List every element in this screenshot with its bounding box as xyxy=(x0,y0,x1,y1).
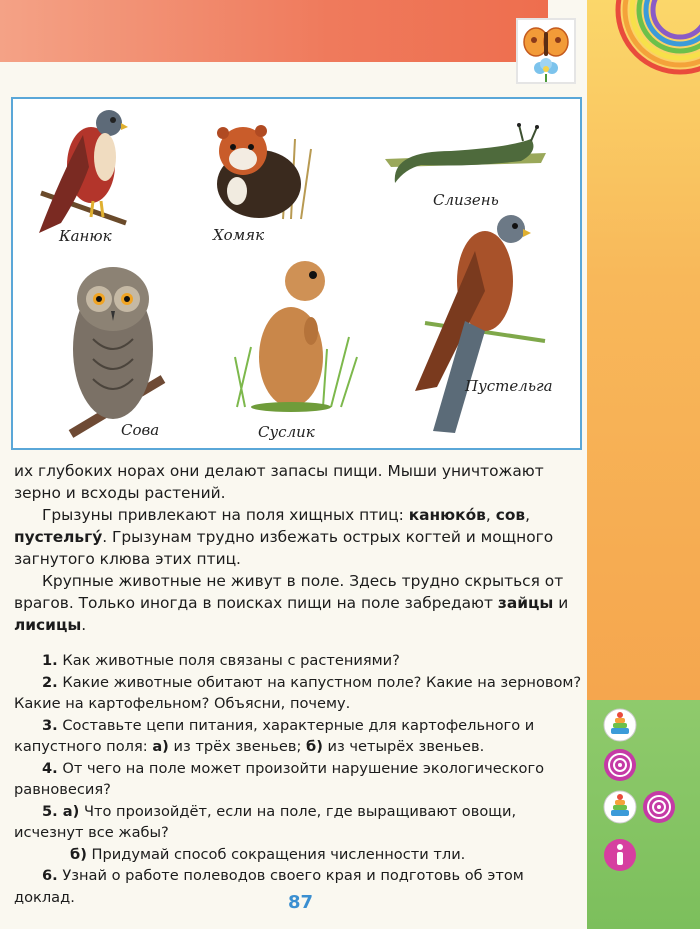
butterfly-icon-box xyxy=(516,18,576,84)
option-b: б) xyxy=(70,845,87,863)
question-5a xyxy=(14,801,584,844)
caption-hamster: Хомяк xyxy=(213,226,265,244)
term-owls: сов xyxy=(495,506,526,524)
question-1-text: Как животные поля связаны с растениями? xyxy=(57,652,400,669)
paragraph-3-mid: и xyxy=(553,594,569,612)
hamster-image xyxy=(203,119,323,224)
ground-squirrel-image xyxy=(231,257,361,413)
question-2-text: Какие животные обитают на капустном поле? Какие на зерновом? Какие на картофельном? Объясни, почему. xyxy=(14,673,582,712)
paragraph-2 xyxy=(14,504,584,570)
page-number: 87 xyxy=(288,892,314,913)
question-number: 3. xyxy=(42,716,58,734)
paragraph-2-end: . Грызунам трудно избежать острых когтей и мощного загнутого клюва этих птиц. xyxy=(14,528,554,568)
caption-ground-squirrel: Суслик xyxy=(258,423,315,441)
term-kestrel: пустельгу́ xyxy=(14,528,103,546)
question-3 xyxy=(14,715,584,758)
question-number: 4. xyxy=(42,759,58,777)
slug-image xyxy=(381,121,551,191)
question-3-text: Составьте цепи питания, характерные для картофельного и капустного поля: xyxy=(14,716,535,755)
paragraph-1 xyxy=(14,460,584,504)
buzzard-image xyxy=(31,105,141,240)
rainbow-decoration xyxy=(610,0,700,90)
question-4-text: От чего на поле может произойти нарушение экологического равновесия? xyxy=(14,759,545,798)
question-number: 5. xyxy=(42,802,58,820)
pyramid-toy-icon xyxy=(603,790,637,824)
option-b: б) xyxy=(306,738,323,755)
body-text xyxy=(14,460,584,636)
separator: , xyxy=(525,506,531,524)
option-a: а) xyxy=(57,802,80,820)
info-icon xyxy=(603,838,637,872)
term-hares: зайцы xyxy=(497,594,554,612)
question-5b-text: Придумай способ сокращения численности тли. xyxy=(86,845,466,863)
header-banner xyxy=(0,0,548,62)
question-number: 2. xyxy=(42,673,58,691)
term-buzzards: канюко́в xyxy=(408,506,486,524)
separator: , xyxy=(485,506,496,524)
paragraph-3 xyxy=(14,570,584,636)
question-3-end: из четырёх звеньев. xyxy=(322,738,485,755)
spiral-icon xyxy=(642,790,676,824)
owl-image xyxy=(63,259,173,444)
question-number: 6. xyxy=(42,867,58,884)
caption-buzzard: Канюк xyxy=(59,227,112,245)
question-5a-text: Что произойдёт, если на поле, где выращивают овощи, исчезнут все жабы? xyxy=(14,802,517,841)
term-foxes: лисицы xyxy=(14,616,82,634)
question-5b xyxy=(14,844,584,866)
caption-owl: Сова xyxy=(121,421,160,439)
pyramid-toy-icon xyxy=(603,708,637,742)
side-margin-orange xyxy=(587,0,700,700)
question-number: 1. xyxy=(42,652,58,669)
paragraph-1-text: их глубоких норах они делают запасы пищи. Мыши уничтожают зерно и всходы растений. xyxy=(14,462,544,502)
question-6-text: Узнай о работе полеводов своего края и подготовь об этом доклад. xyxy=(14,867,524,906)
animals-illustration xyxy=(11,97,582,450)
caption-slug: Слизень xyxy=(433,191,499,209)
question-2 xyxy=(14,672,584,715)
spiral-icon xyxy=(603,748,637,782)
kestrel-image xyxy=(405,211,555,436)
questions-block xyxy=(14,650,584,908)
paragraph-2-start: Грызуны привлекают на поля хищных птиц: xyxy=(42,506,409,524)
question-3-mid: из трёх звеньев; xyxy=(168,738,307,755)
paragraph-3-end: . xyxy=(81,616,87,634)
butterfly-icon xyxy=(518,20,574,82)
question-4 xyxy=(14,758,584,801)
question-1 xyxy=(14,650,584,672)
caption-kestrel: Пустельга xyxy=(465,377,553,395)
paragraph-3-start: Крупные животные не живут в поле. Здесь трудно скрыться от врагов. Только иногда в поисках пищи на поле забредают xyxy=(14,572,564,612)
option-a: а) xyxy=(152,738,169,755)
